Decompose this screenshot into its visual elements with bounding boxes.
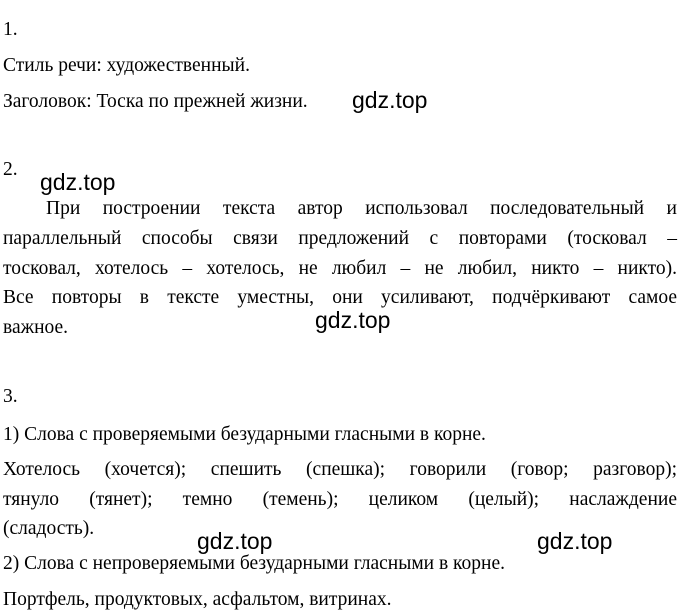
word-list-line: (сладость). xyxy=(3,518,95,539)
watermark: gdz.top xyxy=(537,528,613,554)
paragraph-line: При построении текста автор использовал последовательный и xyxy=(46,198,677,219)
section-2-number: 2. xyxy=(3,159,18,180)
word-list-line: Портфель, продуктовых, асфальтом, витринах. xyxy=(3,589,392,610)
subheading-checkable-vowels: 1) Слова с проверяемыми безударными гласными в корне. xyxy=(3,424,486,445)
watermark: gdz.top xyxy=(197,528,273,554)
section-3-number: 3. xyxy=(3,386,18,407)
word-list-line: Хотелось (хочется); спешить (спешка); говорили (говор; разговор); xyxy=(3,459,677,480)
paragraph-line: тосковал, хотелось – хотелось, не любил – не любил, никто – никто). xyxy=(3,258,677,279)
word-list-line: тянуло (тянет); темно (темень); целиком (целый); наслаждение xyxy=(3,489,677,510)
section-1-number: 1. xyxy=(3,19,18,40)
speech-style-line: Стиль речи: художественный. xyxy=(3,55,250,76)
title-line: Заголовок: Тоска по прежней жизни. xyxy=(3,91,308,112)
watermark: gdz.top xyxy=(352,87,428,113)
watermark: gdz.top xyxy=(315,307,391,333)
paragraph-line: параллельный способы связи предложений с повторами (тосковал – xyxy=(3,228,677,249)
watermark: gdz.top xyxy=(40,169,116,195)
paragraph-line: Все повторы в тексте уместны, они усиливают, подчёркивают самое xyxy=(3,287,677,308)
subheading-uncheckable-vowels: 2) Слова с непроверяемыми безударными гласными в корне. xyxy=(3,553,506,574)
paragraph-line: важное. xyxy=(3,317,69,338)
